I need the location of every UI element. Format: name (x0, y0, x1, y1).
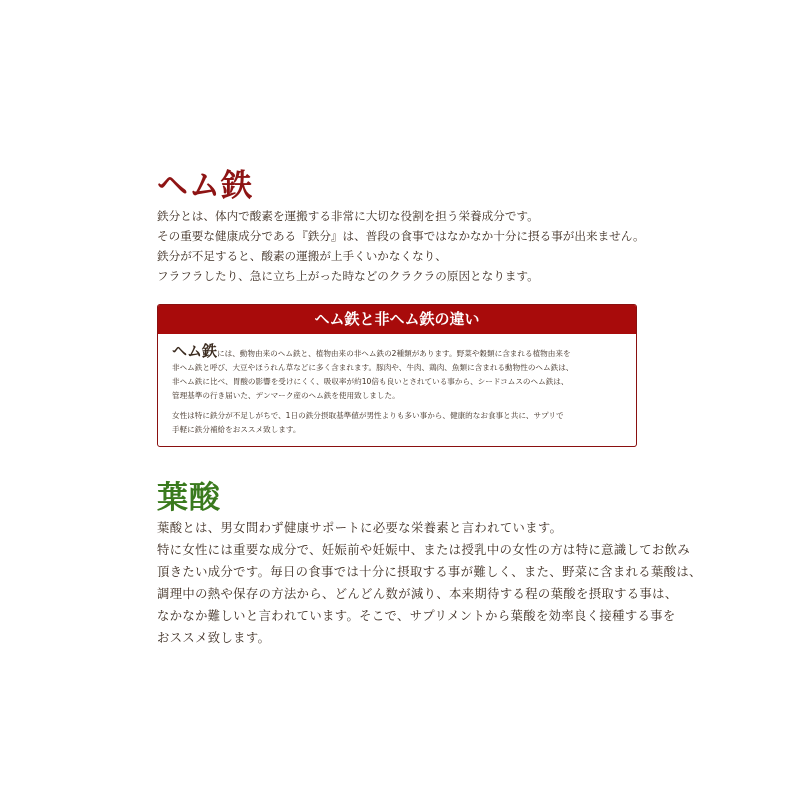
folic-acid-paragraph-line: なかなか難しいと言われています。そこで、サプリメントから葉酸を効率良く接種する事を (157, 609, 676, 623)
comparison-box-header: ヘム鉄と非ヘム鉄の違い (158, 305, 636, 334)
comparison-line: 非ヘム鉄に比べ、胃酸の影響を受けにくく、吸収率が約10倍も良いとされている事から、シードコムスのヘム鉄は、 (172, 377, 569, 386)
folic-acid-section (157, 480, 702, 649)
folic-acid-paragraph-line: 頂きたい成分です。毎日の食事では十分に摂取する事が難しく、また、野菜に含まれる葉酸は、 (157, 565, 702, 579)
comparison-line (172, 344, 622, 361)
folic-acid-paragraph-line: 調理中の熱や保存の方法から、どんどん数が減り、本来期待する程の葉酸を摂取する事は、 (157, 587, 678, 601)
heme-iron-paragraph-line: 鉄分が不足すると、酸素の運搬が上手くいかなくなり、 (157, 249, 447, 263)
heme-iron-title: ヘム鉄 (157, 168, 253, 204)
heme-iron-paragraph-line: 鉄分とは、体内で酸素を運搬する非常に大切な役割を担う栄養成分です。 (157, 209, 539, 223)
heme-iron-paragraph-line: フラフラしたり、急に立ち上がった時などのクラクラの原因となります。 (157, 269, 539, 283)
comparison-box-body (158, 334, 636, 437)
folic-acid-paragraph-line: 特に女性には重要な成分で、妊娠前や妊娠中、または授乳中の女性の方は特に意識してお飲み (157, 543, 691, 557)
comparison-line: 管理基準の行き届いた、デンマーク産のヘム鉄を使用致しました。 (172, 391, 400, 400)
comparison-text: には、動物由来のヘム鉄と、植物由来の非ヘム鉄の2種類があります。野菜や穀類に含まれる植物由来を (217, 349, 571, 358)
comparison-box (157, 304, 637, 447)
lead-word: ヘム鉄 (172, 342, 218, 360)
heme-iron-section (157, 168, 645, 286)
comparison-line: 非ヘム鉄と呼び、大豆やほうれん草などに多く含まれます。豚肉や、牛肉、鶏肉、魚類に含まれる動物性のヘム鉄は、 (172, 363, 574, 372)
comparison-line: 手軽に鉄分補給をおススメ致します。 (172, 425, 301, 434)
folic-acid-paragraph-line: 葉酸とは、男女問わず健康サポートに必要な栄養素と言われています。 (157, 521, 563, 535)
folic-acid-title: 葉酸 (157, 480, 221, 516)
folic-acid-paragraph-line: おススメ致します。 (157, 631, 271, 645)
heme-iron-paragraph-line: その重要な健康成分である『鉄分』は、普段の食事ではなかなか十分に摂る事が出来ません。 (157, 229, 645, 243)
comparison-line: 女性は特に鉄分が不足しがちで、1日の鉄分摂取基準値が男性よりも多い事から、健康的なお食事と共に、サプリで (172, 411, 564, 420)
